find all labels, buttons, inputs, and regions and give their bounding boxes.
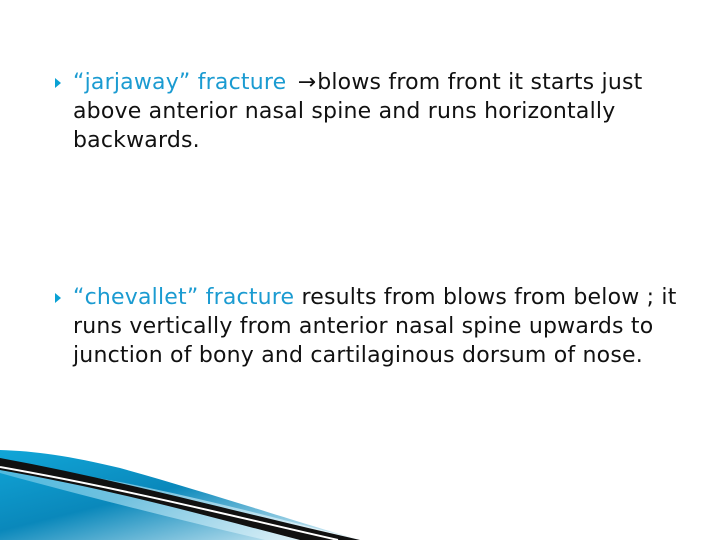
- bullet-jarjaway-fracture: [52, 68, 692, 155]
- corner-ribbon-decoration: [0, 450, 720, 540]
- fracture-term: “jarjaway” fracture: [73, 70, 287, 95]
- bullet-description: results from blows from below ; it runs vertically from anterior nasal spine upwards to junction of bony and cartilaginous dorsum of nose.: [73, 285, 677, 368]
- right-arrow-icon: →: [297, 70, 317, 95]
- triangle-bullet-icon: [55, 78, 61, 88]
- bullet-description: blows from front it starts just above anterior nasal spine and runs horizontally backwards.: [73, 70, 643, 153]
- slide-content: [52, 68, 692, 370]
- triangle-bullet-icon: [55, 293, 61, 303]
- bullet-chevallet-fracture: [52, 283, 692, 370]
- fracture-term: “chevallet” fracture: [73, 285, 295, 310]
